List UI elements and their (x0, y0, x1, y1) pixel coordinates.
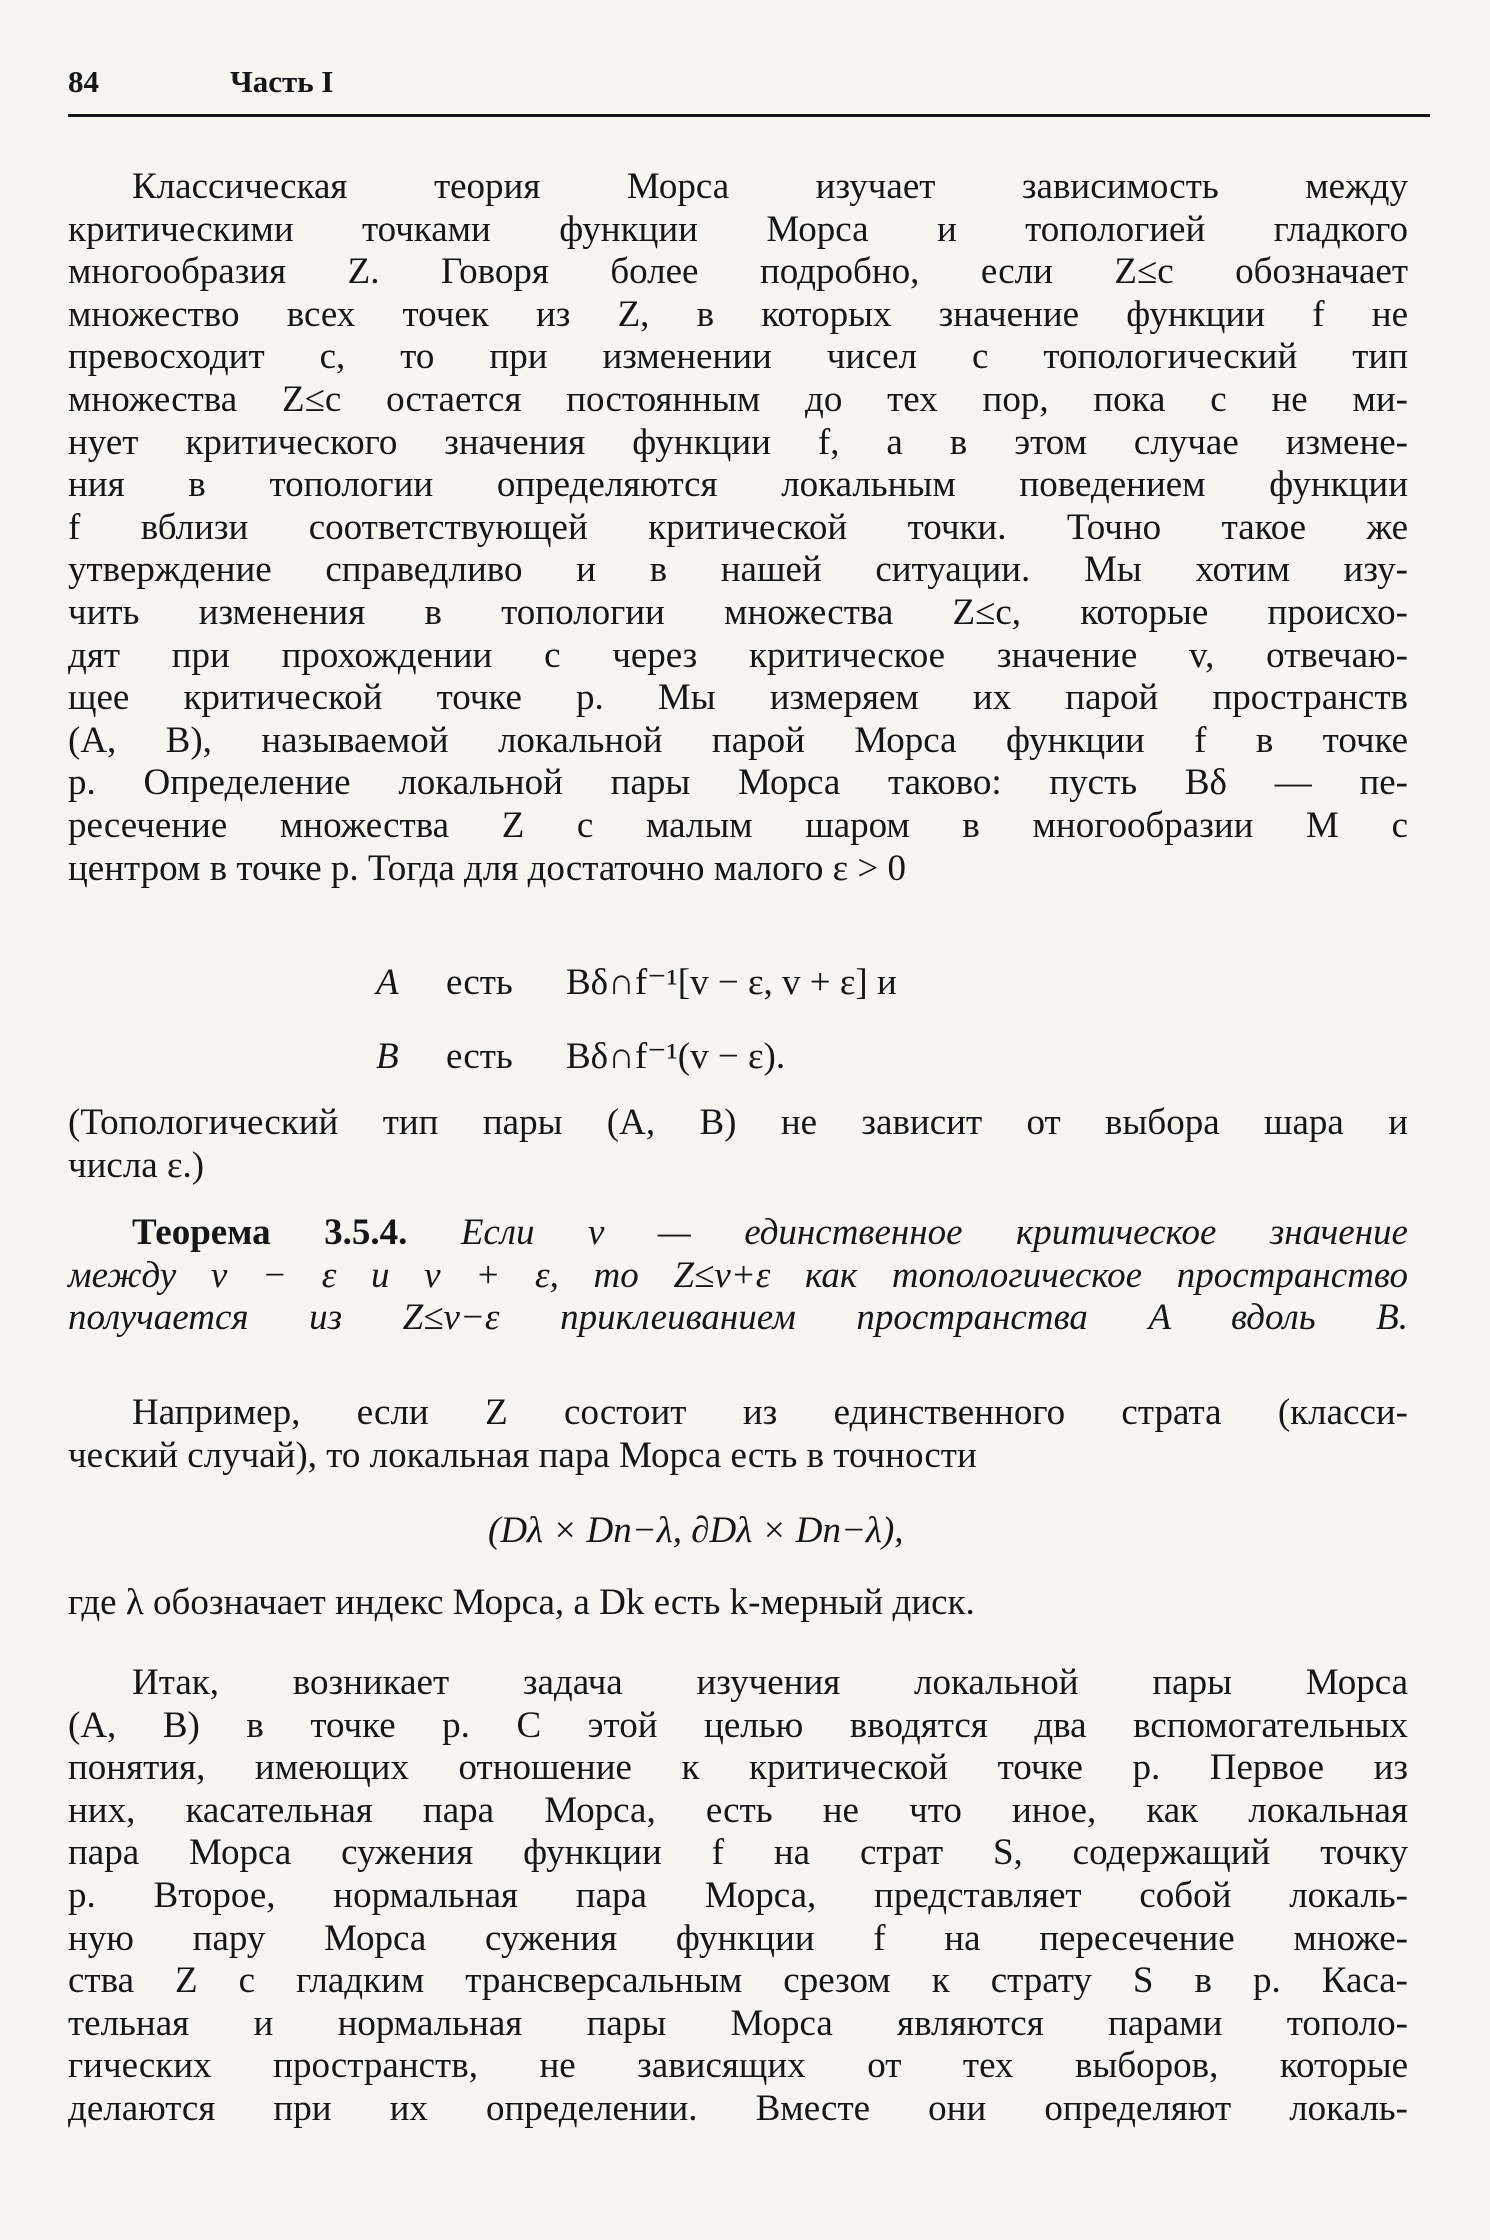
text-line: чить изменения в топологии множества Z≤c, которые происхо- (68, 591, 1408, 633)
paragraph-2 (68, 1102, 1408, 1187)
text-line: p. Определение локальной пары Морса таково: пусть Bδ — пе- (68, 762, 1408, 804)
text-line: ства Z с гладким трансверсальным срезом к страту S в p. Каса- (68, 1960, 1408, 2002)
text-line: Итак, возникает задача изучения локальной пары Морса (132, 1662, 1408, 1703)
text-line: дят при прохождении c через критическое значение v, отвечаю- (68, 634, 1408, 676)
text-line: множества Z≤c остается постоянным до тех пор, пока c не ми- (68, 378, 1408, 420)
text-line: ную пару Морса сужения функции f на пересечение множе- (68, 1917, 1408, 1959)
formula-a-rhs: Bδ∩f⁻¹[v − ε, v + ε] и (566, 962, 897, 1003)
formula-a-verb: есть (446, 962, 513, 1003)
part-title: Часть I (230, 64, 334, 99)
text-line: где λ обозначает индекс Морса, а Dk есть k-мерный диск. (68, 1582, 975, 1623)
paragraph-4 (68, 1582, 1408, 1625)
text-line: (Топологический тип пары (A, B) не зависит от выбора шара и (68, 1102, 1408, 1143)
theorem-line: между v − ε и v + ε, то Z≤v+ε как топологическое пространство (68, 1254, 1408, 1296)
theorem-3-5-4 (68, 1212, 1408, 1340)
theorem-line: получается из Z≤v−ε приклеиванием пространства A вдоль B. (68, 1297, 1408, 1339)
text-line: утверждение справедливо и в нашей ситуации. Мы хотим изу- (68, 549, 1408, 591)
header-rule (68, 114, 1430, 117)
text-line: p. Второе, нормальная пара Морса, представляет собой локаль- (68, 1874, 1408, 1916)
text-line: ческий случай), то локальная пара Морса есть в точности (68, 1434, 977, 1476)
text-line: f вблизи соответствующей критической точки. Точно такое же (68, 506, 1408, 548)
text-line: них, касательная пара Морса, есть не что иное, как локальная (68, 1789, 1408, 1831)
text-line: Например, если Z состоит из единственного страта (класси- (132, 1392, 1408, 1433)
text-line: нует критического значения функции f, а в этом случае измене- (68, 421, 1408, 463)
text-line: (A, B) в точке p. С этой целью вводятся два вспомогательных (68, 1704, 1408, 1746)
text-line: многообразия Z. Говоря более подробно, если Z≤c обозначает (68, 251, 1408, 293)
text-line: пара Морса сужения функции f на страт S, содержащий точку (68, 1832, 1408, 1874)
theorem-line: Теорема 3.5.4. Если v — единственное критическое значение (132, 1212, 1408, 1253)
formula-b-lhs: B (376, 1036, 399, 1077)
theorem-label: Теорема 3.5.4. (132, 1212, 408, 1253)
formula-b-rhs: Bδ∩f⁻¹(v − ε). (566, 1036, 786, 1077)
text-line: числа ε.) (68, 1144, 205, 1186)
text-line: гических пространств, не зависящих от тех выборов, которые (68, 2045, 1408, 2087)
text-line: множество всех точек из Z, в которых значение функции f не (68, 293, 1408, 335)
text-line: (A, B), называемой локальной парой Морса функции f в точке (68, 719, 1408, 761)
paragraph-5 (68, 1662, 1408, 2131)
page-number: 84 (68, 64, 99, 99)
text-line: тельная и нормальная пары Морса являются парами тополо- (68, 2002, 1408, 2044)
text-line: ния в топологии определяются локальным поведением функции (68, 464, 1408, 506)
formula-b (376, 1036, 785, 1078)
paragraph-1 (68, 166, 1408, 890)
text-line: критическими точками функции Морса и топологией гладкого (68, 208, 1408, 250)
paragraph-3 (68, 1392, 1408, 1477)
formula-a-lhs: A (376, 962, 399, 1003)
text-line: превосходит c, то при изменении чисел c топологический тип (68, 336, 1408, 378)
text-line: Классическая теория Морса изучает зависимость между (132, 166, 1408, 207)
text-line: понятия, имеющих отношение к критической точке p. Первое из (68, 1747, 1408, 1789)
text-line: делаются при их определении. Вместе они определяют локаль- (68, 2087, 1408, 2129)
text-line: центром в точке p. Тогда для достаточно малого ε > 0 (68, 847, 907, 889)
formula-a (376, 962, 897, 1004)
text-line: щее критической точке p. Мы измеряем их парой пространств (68, 677, 1408, 719)
formula-disk-pair: (Dλ × Dn−λ, ∂Dλ × Dn−λ), (488, 1510, 904, 1551)
text-line: ресечение множества Z с малым шаром в многообразии M с (68, 804, 1408, 846)
formula-b-verb: есть (446, 1036, 513, 1077)
